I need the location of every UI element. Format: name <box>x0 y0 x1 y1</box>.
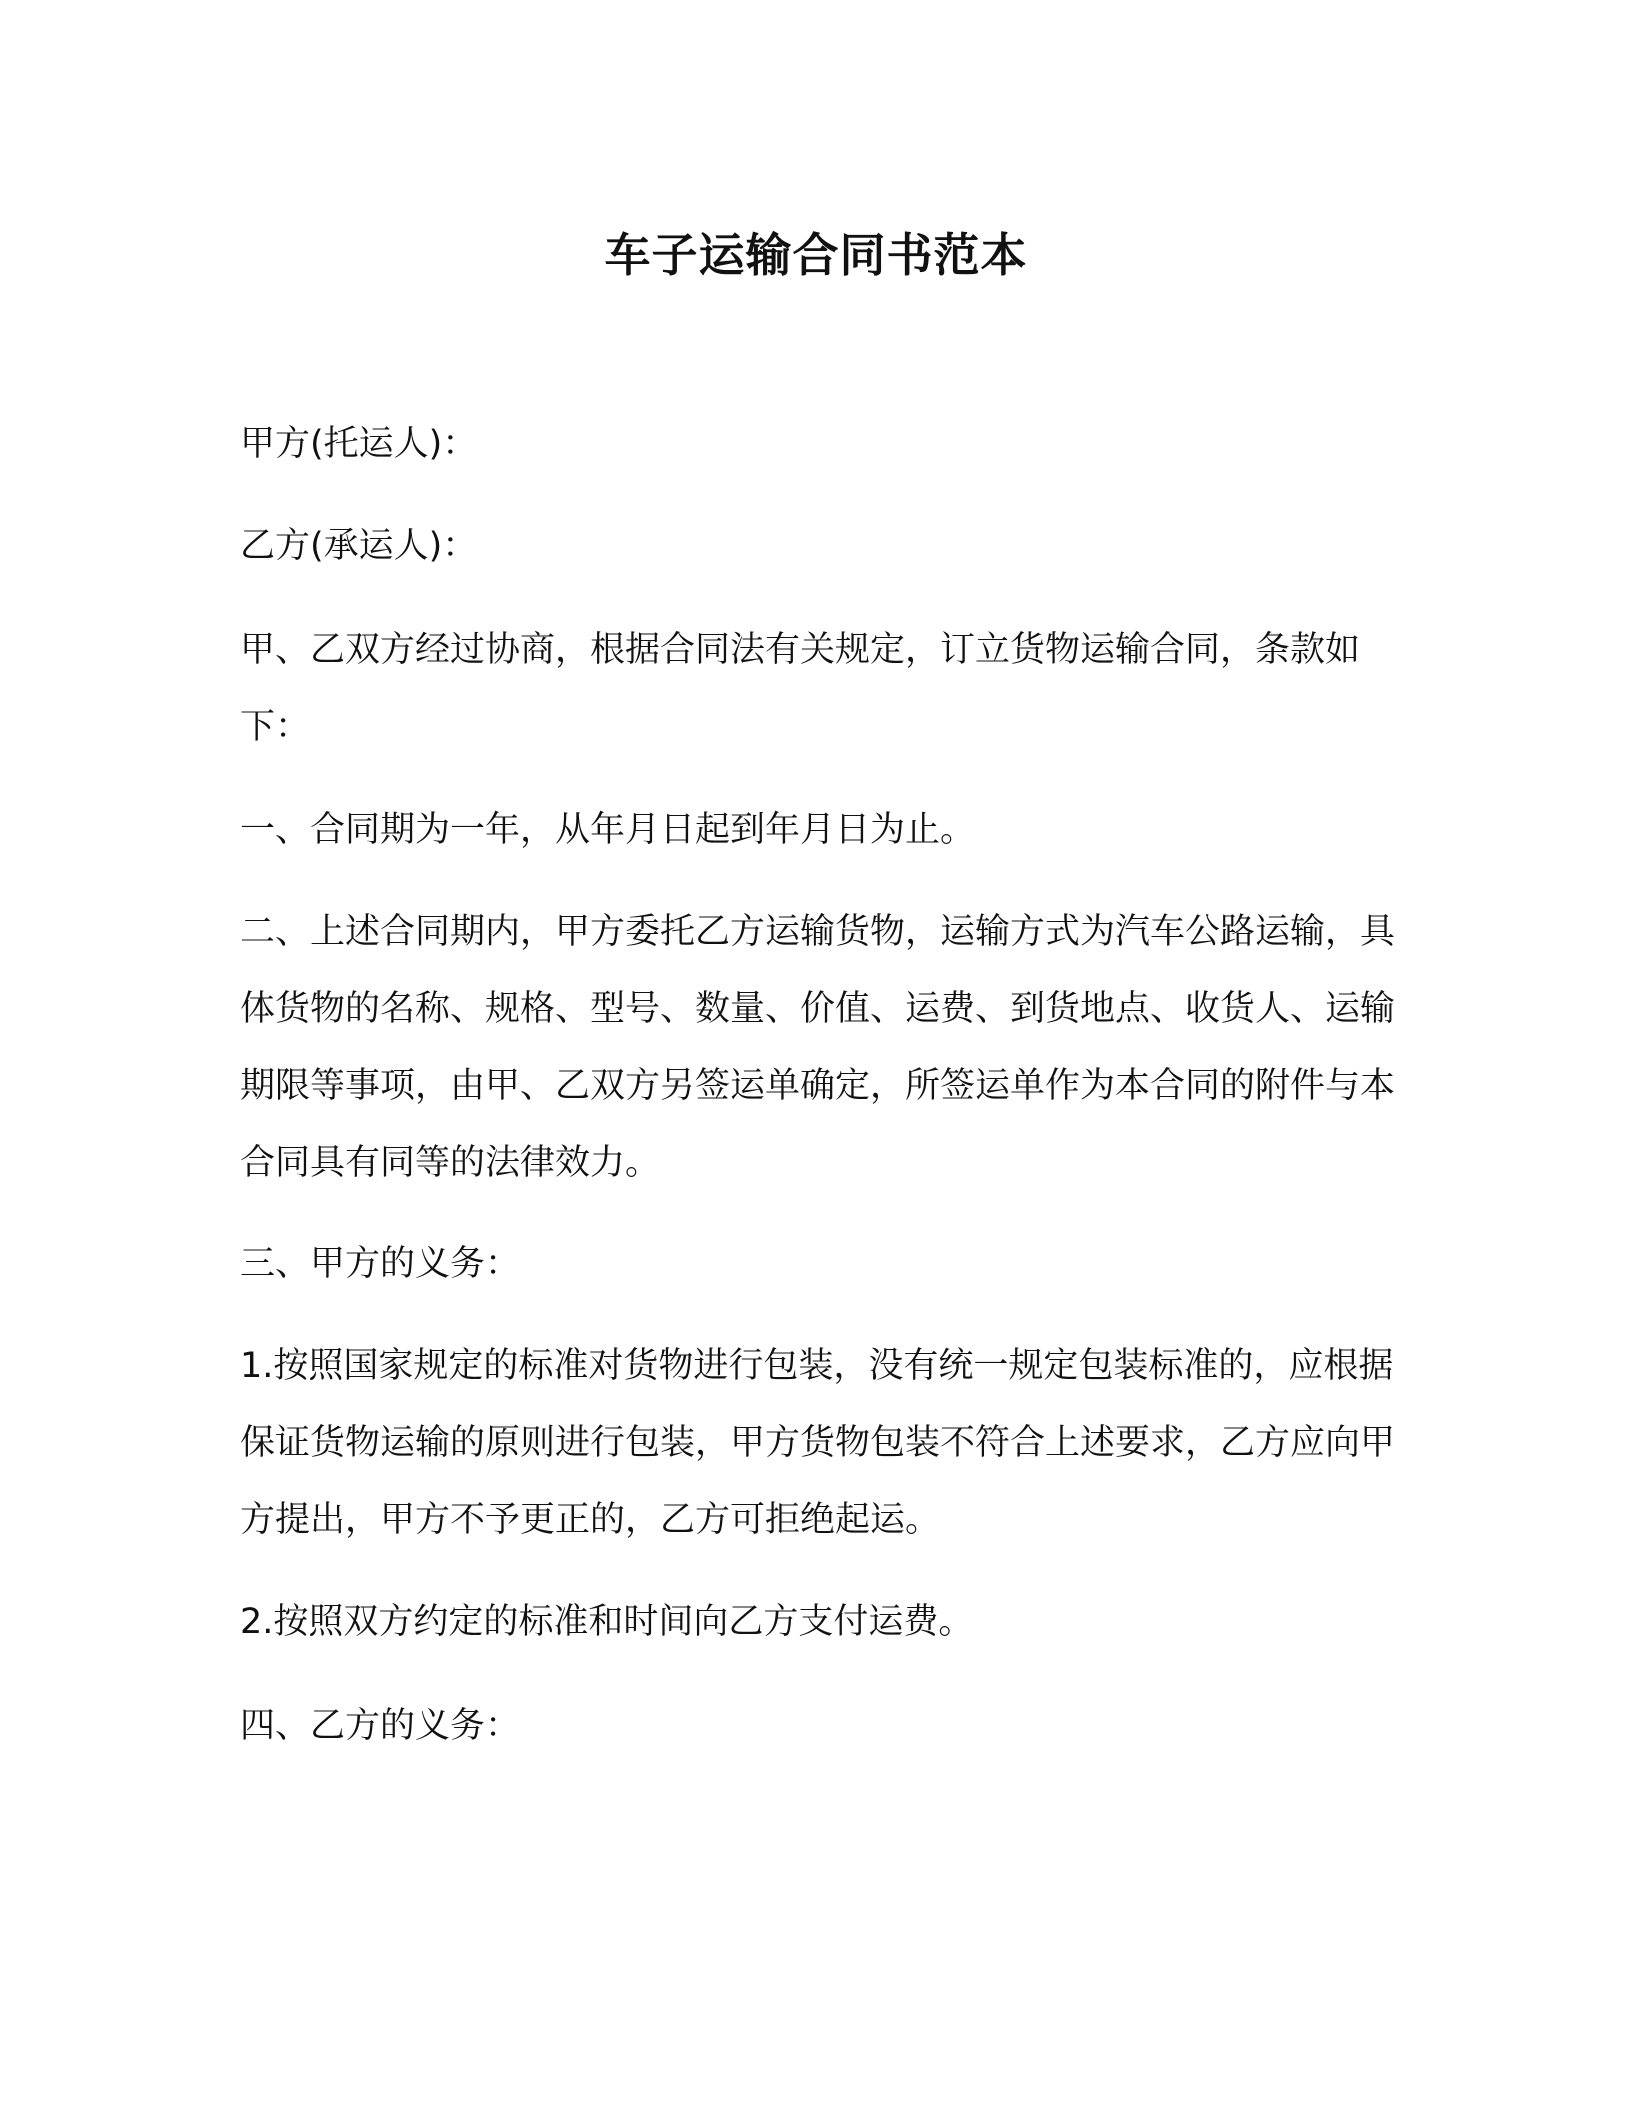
intro-paragraph: 甲、乙双方经过协商，根据合同法有关规定，订立货物运输合同，条款如下： <box>240 630 1361 747</box>
clause-2: 二、上述合同期内，甲方委托乙方运输货物，运输方式为汽车公路运输，具体货物的名称、规格、型号、数量、价值、运费、到货地点、收货人、运输期限等事项，由甲、乙双方另签运单确定，所签运单作为本合同的附件与本合同具有同等的法律效力。 <box>240 912 1396 1183</box>
party-a-line: 甲方(托运人)： <box>240 424 478 464</box>
party-b-line: 乙方(承运人)： <box>240 526 478 566</box>
clause-4-heading: 四、乙方的义务： <box>240 1706 521 1746</box>
clause-3-item-2: 2.按照双方约定的标准和时间向乙方支付运费。 <box>240 1602 974 1642</box>
clause-1: 一、合同期为一年，从年月日起到年月日为止。 <box>240 810 976 850</box>
document-title: 车子运输合同书范本 <box>604 227 1028 282</box>
clause-3-heading: 三、甲方的义务： <box>240 1244 521 1284</box>
clause-3-item-1: 1.按照国家规定的标准对货物进行包装，没有统一规定包装标准的，应根据保证货物运输的原则进行包装，甲方货物包装不符合上述要求，乙方应向甲方提出，甲方不予更正的，乙方可拒绝起运。 <box>240 1346 1396 1540</box>
